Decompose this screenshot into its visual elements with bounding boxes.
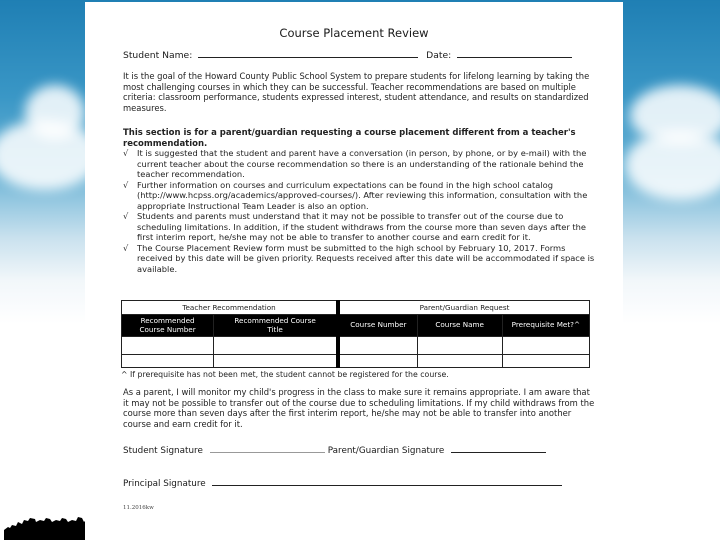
- column-header: Course Number: [338, 315, 417, 337]
- parent-signature-field[interactable]: [451, 443, 546, 453]
- section-heading: This section is for a parent/guardian requesting a course placement different from a teacher's recommendation.: [123, 128, 576, 149]
- student-name-label: Student Name:: [123, 50, 193, 61]
- table-cell[interactable]: [502, 355, 589, 368]
- table-cell[interactable]: [122, 337, 214, 355]
- student-name-row: [123, 48, 572, 61]
- guidance-item: [123, 180, 595, 212]
- date-label: Date:: [426, 50, 452, 61]
- principal-signature-label: Principal Signature: [123, 479, 206, 489]
- principal-signature-row: [123, 476, 562, 489]
- guidance-text: Further information on courses and curriculum expectations can be found in the high school catalog (http://www.hcpss.org/academics/approved-courses/). After reviewing this information, consultation with the appropriate Instructional Team Leader is also an option.: [137, 179, 588, 211]
- guidance-item: [123, 148, 595, 180]
- checkmark-icon: √: [123, 211, 129, 221]
- form-code: 11.2016kw: [123, 505, 154, 511]
- group-header-parent: Parent/Guardian Request: [338, 301, 589, 315]
- date-field[interactable]: [457, 48, 572, 58]
- table-cell[interactable]: [417, 337, 502, 355]
- course-placement-form: [85, 2, 623, 540]
- student-parent-signature-row: [123, 443, 546, 456]
- table-cell[interactable]: [214, 337, 338, 355]
- parent-signature-label: Parent/Guardian Signature: [327, 446, 445, 456]
- student-signature-label: Student Signature: [123, 446, 203, 456]
- parent-statement: As a parent, I will monitor my child's progress in the class to make sure it remains appropriate. I am aware that it may not be possible to transfer out of the course due to scheduling limitations. If my child withdraws from the course more than seven days after the first interim report, he/she may not be able to transfer into another course and earn credit for it.: [123, 387, 595, 430]
- checkmark-icon: √: [123, 148, 129, 158]
- table-row: [122, 355, 590, 368]
- table-cell[interactable]: [122, 355, 214, 368]
- table-cell[interactable]: [417, 355, 502, 368]
- form-title: Course Placement Review: [279, 26, 429, 40]
- guidance-list: [123, 148, 595, 274]
- guidance-text: The Course Placement Review form must be submitted to the high school by February 10, 2017. Forms received by this date will be given priority. Requests received after this date will be accommodated if space is available.: [137, 242, 595, 274]
- placement-table: [121, 300, 590, 368]
- guidance-item: [123, 211, 595, 243]
- table-row: [122, 337, 590, 355]
- table-cell[interactable]: [214, 355, 338, 368]
- guidance-item: [123, 243, 595, 275]
- student-signature-field[interactable]: [210, 443, 325, 453]
- guidance-text: Students and parents must understand that it may not be possible to transfer out of the course due to scheduling limitations. In addition, if the student withdraws from the course more than seven days after the first interim report, he/she may not be able to transfer to another course and earn credit for it.: [137, 211, 587, 242]
- table-cell[interactable]: [338, 355, 417, 368]
- table-cell[interactable]: [502, 337, 589, 355]
- group-header-teacher: Teacher Recommendation: [122, 301, 339, 315]
- principal-signature-field[interactable]: [212, 476, 562, 486]
- cloud-right-lower: [625, 130, 720, 200]
- guidance-text: It is suggested that the student and parent have a conversation (in person, by phone, or by e-mail) with the current teacher about the course recommendation so there is an understanding of the rationale behind the teacher recommendation.: [137, 148, 587, 179]
- cloud-left-puff: [25, 85, 85, 140]
- column-header: Prerequisite Met?^: [502, 315, 589, 337]
- checkmark-icon: √: [123, 242, 129, 253]
- intro-paragraph: It is the goal of the Howard County Public School System to prepare students for lifelong learning by taking the most challenging courses in which they can be successful. Teacher recommendations are based on multiple criteria: classroom performance, students expressed interest, student attendance, and results on standardized measures.: [123, 71, 590, 114]
- column-header: Recommended Course Number: [122, 315, 214, 337]
- column-header: Course Name: [417, 315, 502, 337]
- prerequisite-note: ^ If prerequisite has not been met, the student cannot be registered for the course.: [121, 370, 449, 379]
- checkmark-icon: √: [123, 179, 129, 190]
- student-name-field[interactable]: [198, 48, 418, 58]
- column-header: Recommended Course Title: [214, 315, 338, 337]
- table-cell[interactable]: [338, 337, 417, 355]
